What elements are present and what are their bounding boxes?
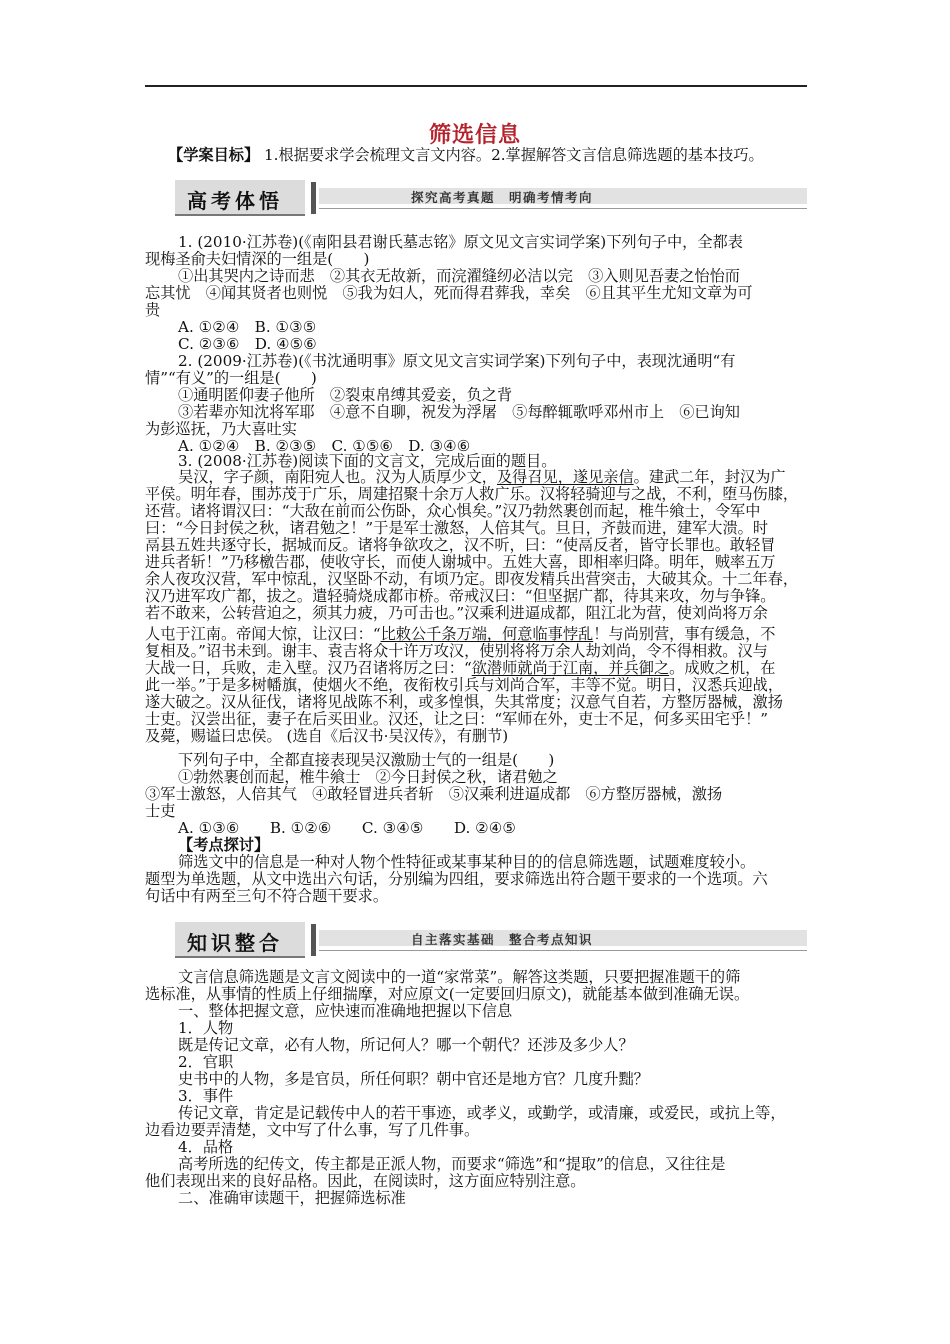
text-line: 史书中的人物，多是官员，所任何职？朝中官还是地方官？几度升黜？ [178,1070,649,1088]
text-line: 传记文章，肯定是记载传中人的若干事迹，或孝义，或勤学，或清廉，或爱民，或抗上等， [178,1104,786,1122]
text-line: ①出其哭内之诗而悲 ②其衣无故新，而浣濯缝纫必洁以完 ③入则见吾妻之怡怡而 [178,267,740,285]
text-line: ①勃然裹创而起，椎牛飨士 ②今日封侯之秋，诸君勉之 [178,768,558,786]
banner-subtitle: 探究高考真题 明确考情考向 [411,190,594,205]
banner-divider [311,924,316,956]
section-banner-knowledge [175,922,807,958]
text-run: 人屯于江南。帝闻大惊，让汉曰：“ [145,625,381,643]
text-line: 句话中有两至三句不符合题干要求。 [145,887,388,905]
text-line: 汉乃进军攻广都，拔之。遣轻骑烧成都市桥。帝戒汉曰：“但坚据广都，待其来攻，勿与争锋。 [145,587,776,605]
text-line: ③军士激怒，人倍其气 ④敢轻冒进兵者斩 ⑤汉乘利进逼成都 ⑥方整厉器械，激扬 [145,785,723,803]
text-run: 。成败之机，在 [669,659,776,677]
text-line: 还营。诸将谓汉曰：“大敌在前而公伤卧，众心惧矣。”汉乃勃然裹创而起，椎牛飨士，令军中 [145,502,761,520]
text-line: 他们表现出来的良好品格。因此，在阅读时，这方面应特别注意。 [145,1172,586,1190]
text-line: A. ①②④ B. ①③⑤ [178,318,317,336]
text-line: 若不敢来，公转营迫之，须其力疲，乃可击也。”汉乘利进逼成都，阻江北为营，使刘尚将万余 [145,604,768,622]
text-line: 筛选文中的信息是一种对人物个性特征或某事某种目的的信息筛选题，试题难度较小。 [178,853,756,871]
text-run: 。建武二年，封汉为广 [633,468,786,486]
text-line: ①通明匿仰妻子他所 ②裂束帛缚其爱妾，负之背 [178,386,513,404]
banner-label-box [175,180,305,216]
text-line [145,660,775,677]
text-run: ！与尚别营，事有缓急，不 [593,625,776,643]
text-line: 贵 [145,301,161,319]
text-line: ③若辈亦知沈将军耶 ④意不自聊，祝发为浮屠 ⑤每醉辄歌呼邓州市上 ⑥已询知 [178,403,740,421]
text-line: 【考点探讨】 [178,836,270,854]
objective-line [168,147,764,164]
objective-label: 【学案目标】 [168,146,260,164]
text-line: 复相及。”诏书未到。谢丰、袁吉将众十许万攻汉，使别将将万余人劫刘尚，令不得相救。汉与 [145,642,768,660]
banner-underline [319,950,807,951]
text-line: 2. (2009·江苏卷)(《书沈通明事》原文见文言实词学案)下列句子中，表现沈通明“有 [178,352,736,370]
text-line: 此一举。”于是多树幡旗，使烟火不绝，夜衔枚引兵与刘尚合军，丰等不觉。明日，汉悉兵迎战， [145,676,784,694]
text-line: 平侯。明年春，围苏茂于广乐，周建招聚十余万人救广乐。汉将轻骑迎与之战，不利，堕马伤膝， [145,485,799,503]
text-line: 2．官职 [178,1053,234,1071]
text-line [145,626,775,643]
text-line: 进兵者斩！”乃移檄告郡，使收守长，而使人谢城中。五姓大喜，即相率归降。明年，贼率五万 [145,553,776,571]
text-line: 忘其忧 ④闻其贤者也则悦 ⑤我为妇人，死而得君葬我，幸矣 ⑥且其平生尤知文章为可 [145,284,753,302]
underlined-phrase: 欲潜师就尚于江南，并兵御之 [471,659,670,677]
text-line: C. ②③⑥ D. ④⑤⑥ [178,335,317,353]
text-run: 大战一日，兵败，走入壁。汉乃召诸将厉之曰：“ [145,659,472,677]
text-line: 文言信息筛选题是文言文阅读中的一道“家常菜”。解答这类题，只要把握准题干的筛 [178,968,741,986]
text-line: 既是传记文章，必有人物，所记何人？哪一个朝代？还涉及多少人？ [178,1036,634,1054]
banner-label-box [175,922,305,958]
text-line: 鬲县五姓共逐守长，据城而反。诸将争欲攻之，汉不听，曰：“使鬲反者，皆守长罪也。敢轻冒 [145,536,776,554]
text-line: 一、整体把握文意，应快速而准确地把握以下信息 [178,1002,513,1020]
text-line: 现梅圣俞夫妇情深的一组是( ) [145,250,370,268]
text-line [178,469,786,486]
text-line: 题型为单选题，从文中选出六句话，分别编为四组，要求筛选出符合题干要求的一个选项。六 [145,870,768,888]
text-line: 1．人物 [178,1019,234,1037]
text-line: 3．事件 [178,1087,234,1105]
banner-label: 高考体悟 [187,189,283,213]
text-line: 二、准确审读题干，把握筛选标准 [178,1189,406,1207]
header-rule [145,85,807,87]
objective-text: 1.根据要求学会梳理文言文内容。2.掌握解答文言信息筛选题的基本技巧。 [259,146,764,164]
section-banner-gaokao [175,180,807,216]
page-title: 筛选信息 [428,123,521,148]
text-run: 吴汉，字子颜，南阳宛人也。汉为人质厚少文， [178,468,497,486]
text-line: A. ①③⑥ B. ①②⑥ C. ③④⑤ D. ②④⑤ [178,819,516,837]
text-line: 余人夜攻汉营，军中惊乱，汉坚卧不动，有顷乃定。即夜发精兵出营突击，大破其众。十二年春， [145,570,799,588]
underlined-phrase: 比敕公千条万端，何意临事悖乱 [380,625,594,643]
text-line: 1. (2010·江苏卷)(《南阳县君谢氏墓志铭》原文见文言实词学案)下列句子中，全都表 [178,233,743,251]
text-line: 4．品格 [178,1138,234,1156]
text-line: 遂大破之。汉从征伐，诸将见战陈不利，或多惶惧，失其常度；汉意气自若，方整厉器械，激扬 [145,693,783,711]
text-line: 下列句子中，全都直接表现吴汉激励士气的一组是( ) [178,751,555,769]
banner-subtitle: 自主落实基础 整合考点知识 [411,932,594,947]
text-line: 高考所选的纪传文，传主都是正派人物，而要求“筛选”和“提取”的信息，又往往是 [178,1155,726,1173]
text-line: 及薨，赐谥曰忠侯。 (选自《后汉书·吴汉传》，有删节) [145,727,509,745]
banner-divider [311,182,316,214]
banner-label: 知识整合 [187,931,283,955]
text-line: 曰：“今日封侯之秋，诸君勉之！”于是军士激怒，人倍其气。旦日，齐鼓而进，建军大溃。时 [145,519,769,537]
text-line: 士吏 [145,802,176,820]
text-line: 3. (2008·江苏卷)阅读下面的文言文，完成后面的题目。 [178,452,557,470]
banner-underline [319,208,807,209]
text-line: 为彭巡抚，乃大喜吐实 [145,420,297,438]
text-line: 边看边要弄清楚，文中写了什么事，写了几件事。 [145,1121,480,1139]
underlined-phrase: 及得召见，遂见亲信 [496,468,634,486]
text-line: A. ①②④ B. ②③⑤ C. ①⑤⑥ D. ③④⑥ [178,437,471,455]
text-line: 情”“有义”的一组是( ) [145,369,317,387]
text-line: 士吏。汉尝出征，妻子在后买田业。汉还，让之曰：“军师在外，吏士不足，何多买田宅乎！” [145,710,769,728]
text-line: 选标准，从事情的性质上仔细揣摩，对应原文(一定要回归原文)，就能基本做到准确无误。 [145,985,750,1003]
